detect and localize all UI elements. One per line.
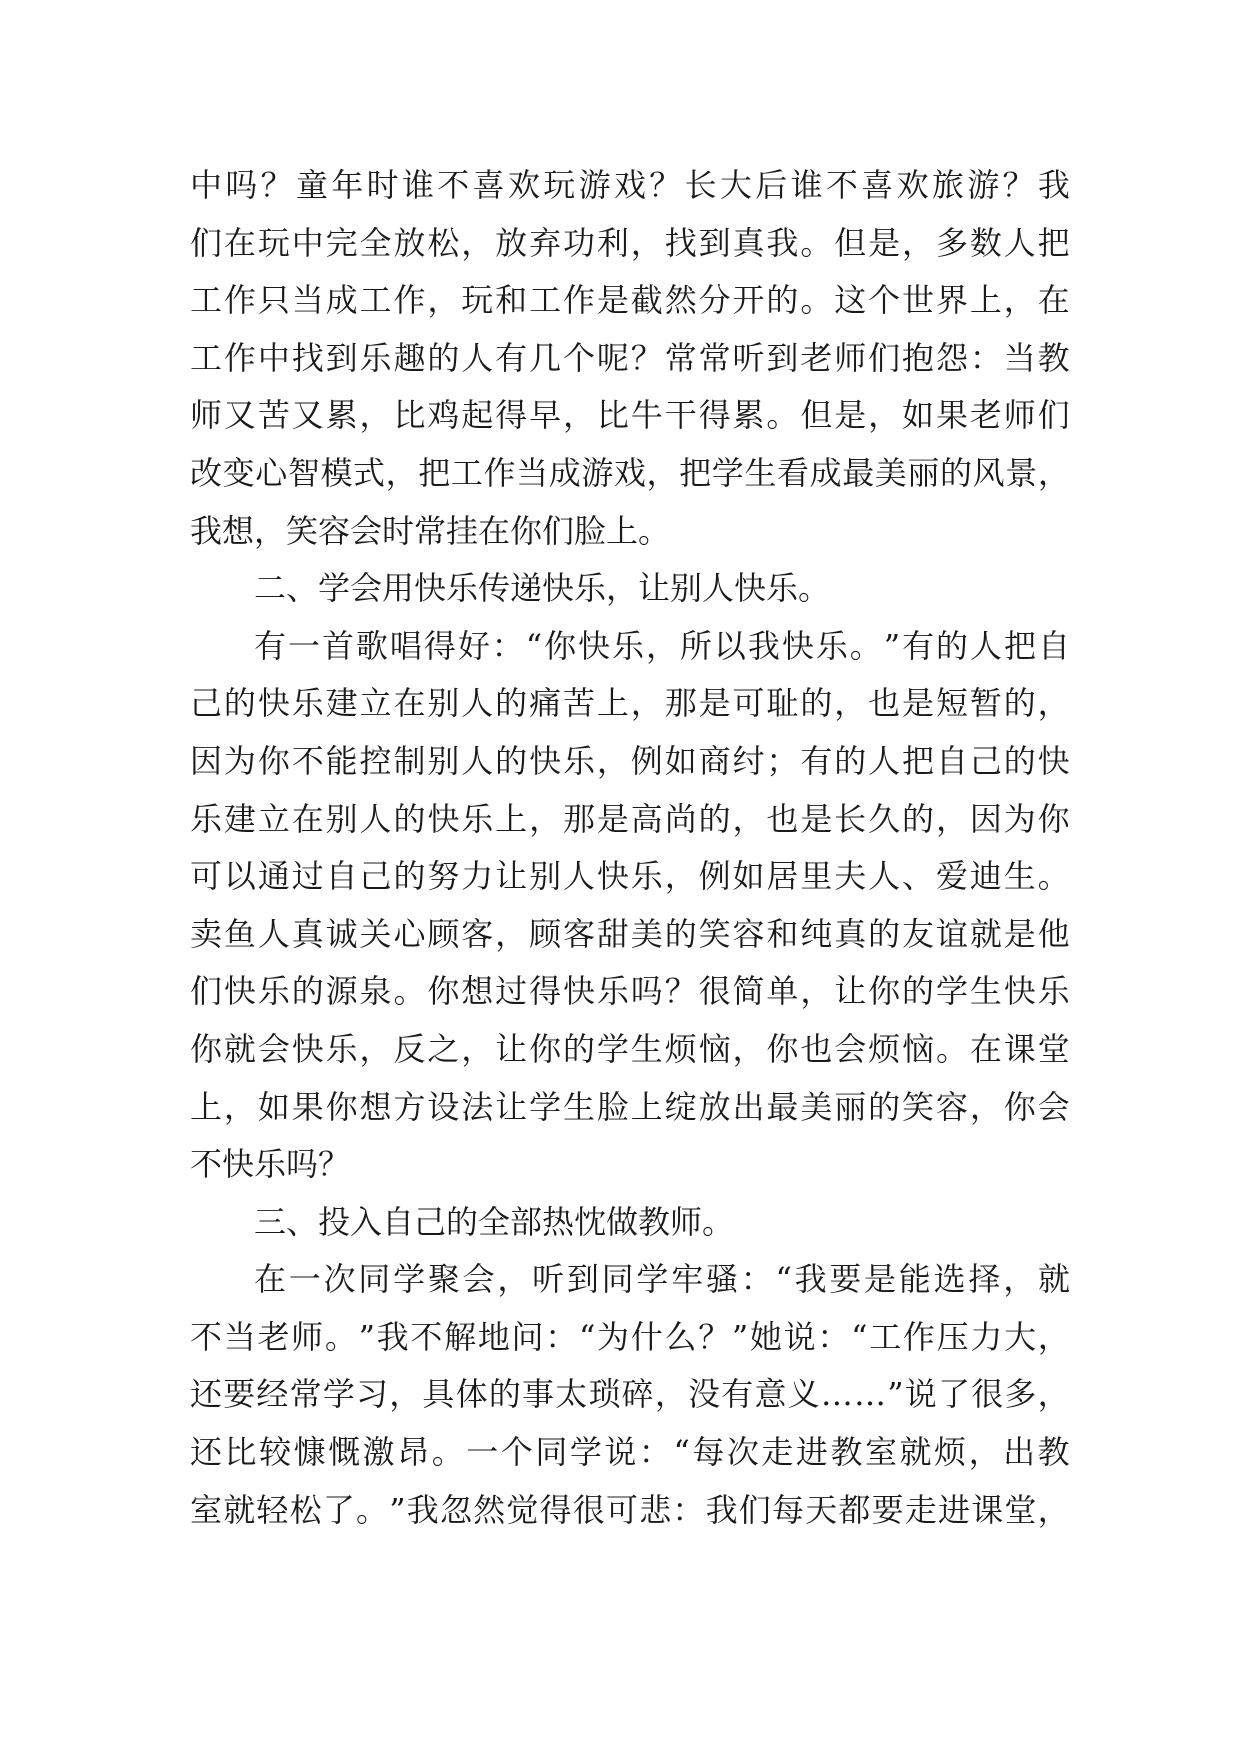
text-line: 还 要 经 常 学 习 ， 具 体 的 事 太 琐 碎 ， 没 有 意 义 … … ” 说 了 很 多 ，: [190, 1375, 1070, 1414]
text-line: 你 就 会 快 乐 ， 反 之 ， 让 你 的 学 生 烦 恼 ， 你 也 会 烦 恼 。 在 课 堂: [190, 1029, 1070, 1068]
text-line: 己 的 快 乐 建 立 在 别 人 的 痛 苦 上 ， 那 是 可 耻 的 ， 也 是 短 暂 的 ，: [190, 684, 1070, 723]
paragraph-first-line: 有 一 首 歌 唱 得 好 ： “ 你 快 乐 ， 所 以 我 快 乐 。 ” 有 的 人 把 自: [254, 626, 1070, 665]
text-line: 还 比 较 慷 慨 激 昂 。 一 个 同 学 说 ： “ 每 次 走 进 教 室 就 烦 ， 出 教: [190, 1433, 1070, 1472]
text-line: 上 ， 如 果 你 想 方 设 法 让 学 生 脸 上 绽 放 出 最 美 丽 的 笑 容 ， 你 会: [190, 1087, 1070, 1126]
text-line: 改 变 心 智 模 式 ， 把 工 作 当 成 游 戏 ， 把 学 生 看 成 最 美 丽 的 风 景 ，: [190, 453, 1070, 492]
text-line: 师 又 苦 又 累 ， 比 鸡 起 得 早 ， 比 牛 干 得 累 。 但 是 ， 如 果 老 师 们: [190, 396, 1070, 435]
text-line: 中 吗 ？ 童 年 时 谁 不 喜 欢 玩 游 戏 ？ 长 大 后 谁 不 喜 欢 旅 游 ？ 我: [190, 166, 1070, 204]
text-line: 室 就 轻 松 了 。 ” 我 忽 然 觉 得 很 可 悲 ： 我 们 每 天 都 要 走 进 课 堂 ，: [190, 1490, 1070, 1529]
text-line: 工 作 只 当 成 工 作 ， 玩 和 工 作 是 截 然 分 开 的 。 这 个 世 界 上 ， 在: [190, 281, 1070, 320]
text-line: 我想，笑容会时常挂在你们脸上。: [190, 511, 671, 550]
paragraph-first-line: 在 一 次 同 学 聚 会 ， 听 到 同 学 牢 骚 ： “ 我 要 是 能 选 择 ， 就: [254, 1260, 1070, 1299]
text-line: 不 当 老 师 。 ” 我 不 解 地 问 ： “ 为 什 么 ？ ” 她 说 ： “ 工 作 压 力 大 ，: [190, 1317, 1070, 1356]
paragraph-first-line: 三、投入自己的全部热忱做教师。: [254, 1202, 735, 1241]
document-body: [190, 157, 1070, 1539]
text-line: 们 在 玩 中 完 全 放 松 ， 放 弃 功 利 ， 找 到 真 我 。 但 是 ， 多 数 人 把: [190, 223, 1070, 262]
text-line: 乐 建 立 在 别 人 的 快 乐 上 ， 那 是 高 尚 的 ， 也 是 长 久 的 ， 因 为 你: [190, 799, 1070, 838]
text-line: 可 以 通 过 自 己 的 努 力 让 别 人 快 乐 ， 例 如 居 里 夫 人 、 爱 迪 生 。: [190, 857, 1070, 896]
text-line: 们 快 乐 的 源 泉 。 你 想 过 得 快 乐 吗 ？ 很 简 单 ， 让 你 的 学 生 快 乐: [190, 972, 1070, 1011]
text-line: 工 作 中 找 到 乐 趣 的 人 有 几 个 呢 ？ 常 常 听 到 老 师 们 抱 怨 ： 当 教: [190, 338, 1070, 377]
paragraph-first-line: 二、学会用快乐传递快乐，让别人快乐。: [254, 569, 831, 608]
text-line: 卖 鱼 人 真 诚 关 心 顾 客 ， 顾 客 甜 美 的 笑 容 和 纯 真 的 友 谊 就 是 他: [190, 914, 1070, 953]
text-line: 因 为 你 不 能 控 制 别 人 的 快 乐 ， 例 如 商 纣 ； 有 的 人 把 自 己 的 快: [190, 741, 1070, 780]
text-line: 不快乐吗？: [190, 1145, 351, 1184]
